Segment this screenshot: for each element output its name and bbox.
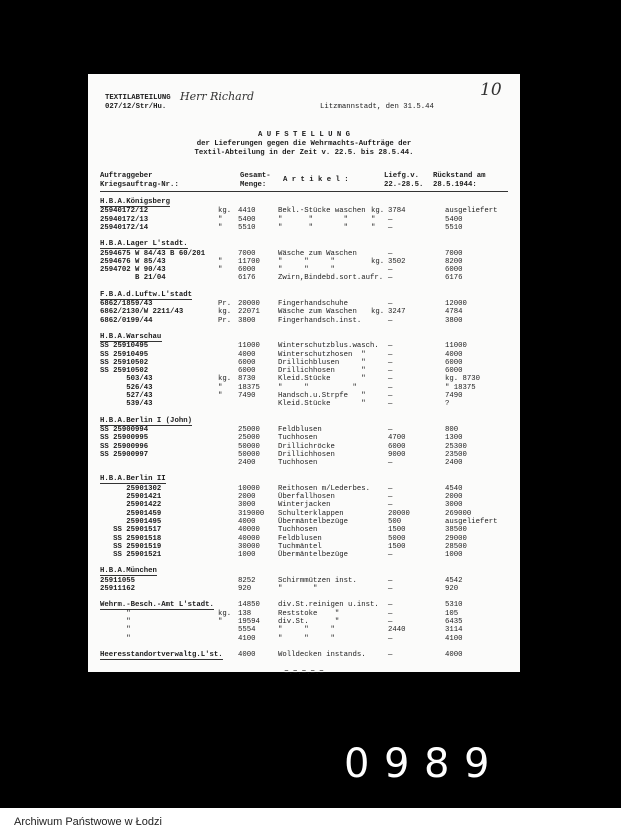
row-article: " " " (278, 383, 357, 392)
row-backlog: kg. 8730 (445, 375, 481, 384)
row-article: Drillichhosen " (278, 367, 366, 376)
row-order: SS 25910495 (100, 350, 149, 359)
row-quantity: 8252 (238, 576, 256, 585)
row-unit: kg. (218, 207, 232, 216)
row-backlog: ? (445, 400, 450, 409)
row-backlog: 920 (445, 585, 459, 593)
header-artikel: A r t i k e l : (283, 176, 349, 184)
row-quantity: 319000 (238, 509, 265, 518)
row-order: SS 25901518 (100, 534, 162, 543)
row-article: Tuchhosen (278, 434, 318, 443)
counter-digit: 8 (424, 741, 450, 787)
row-quantity: 40000 (238, 526, 260, 535)
row-unit: kg. (218, 375, 232, 384)
row-quantity: 5510 (238, 223, 256, 232)
row-article: Reststoke " (278, 609, 340, 618)
row-order: 503/43 (100, 375, 153, 384)
row-backlog: 6176 (445, 274, 463, 283)
row-unit: " (218, 383, 223, 392)
row-article: Schirmmützen inst. (278, 576, 357, 585)
counter-digit: 0 (344, 741, 370, 787)
row-article: Tuchhosen (278, 459, 318, 468)
row-order: 526/43 (100, 383, 153, 392)
row-delivered: — (388, 634, 393, 643)
row-order: 25911055 (100, 576, 136, 585)
row-article: Drillichhosen (278, 450, 335, 459)
row-article: Drillichröcke (278, 442, 335, 451)
row-order: 25901495 (100, 517, 162, 526)
document-subtitle-1: der Lieferungen gegen die Wehrmachts-Aufträge der (196, 140, 412, 148)
section-title: H.B.A.München (100, 567, 157, 576)
row-order: SS 25910495 (100, 342, 149, 351)
row-order: SS 25900996 (100, 442, 149, 451)
row-article: Tuchhosen (278, 526, 318, 535)
row-quantity: 8730 (238, 375, 256, 384)
header-auftraggeber: Auftraggeber (100, 172, 153, 180)
row-backlog: 4542 (445, 576, 463, 585)
row-quantity: 25000 (238, 434, 260, 443)
row-article: Reithosen m/Lederbes. (278, 484, 370, 493)
row-backlog: 23500 (445, 450, 467, 459)
row-delivered: — (388, 425, 393, 434)
row-delivered: — (388, 223, 393, 232)
row-unit: Pr. (218, 316, 232, 325)
row-backlog: 11000 (445, 342, 467, 351)
row-backlog: 4100 (445, 634, 463, 643)
row-quantity: 50000 (238, 450, 260, 459)
row-backlog: " 18375 (445, 383, 476, 392)
row-delivery-unit: kg. (371, 207, 385, 216)
header-kriegsauftrag: Kriegsauftrag-Nr.: (100, 181, 179, 189)
row-backlog: 7000 (445, 249, 463, 258)
row-quantity: 5554 (238, 626, 256, 635)
row-backlog: 5510 (445, 223, 463, 232)
row-order: SS 25910502 (100, 367, 149, 376)
row-order: 25901422 (100, 501, 162, 510)
row-delivered: — (388, 484, 393, 493)
row-order: SS 25901517 (100, 526, 162, 535)
row-delivered: 20000 (388, 509, 410, 518)
row-order: 539/43 (100, 400, 153, 409)
frame-counter (336, 737, 498, 787)
row-order: 25911162 (100, 585, 136, 593)
header-rueckstand: Rückstand am (433, 172, 486, 180)
header-liefg: Liefg.v. (384, 172, 420, 180)
row-backlog: 2400 (445, 459, 463, 468)
row-backlog: 7490 (445, 392, 463, 400)
row-article: Übermäntelbezüge (278, 551, 349, 560)
row-order: 6862/2130/W 2211/43 (100, 308, 184, 317)
department-label: TEXTILABTEILUNG (105, 94, 171, 102)
row-article: Tuchmäntel (278, 542, 322, 551)
row-article: Winterschutzblus.wasch. (278, 342, 379, 351)
section-title: H.B.A.Königsberg (100, 198, 171, 206)
row-quantity: 20000 (238, 300, 260, 308)
row-article: Winterjacken (278, 501, 331, 510)
row-quantity: 5400 (238, 215, 256, 224)
row-backlog: 3800 (445, 316, 463, 325)
row-backlog: ausgeliefert (445, 207, 498, 216)
row-delivery-unit: kg. (371, 308, 385, 317)
row-order: 25940172/13 (100, 215, 149, 224)
row-order: 25940172/12 (100, 207, 149, 216)
row-quantity: 4000 (238, 350, 256, 359)
row-quantity: 1000 (238, 551, 256, 560)
document-subtitle-2: Textil-Abteilung in der Zeit v. 22.5. bis 28.5.44. (194, 149, 414, 157)
row-order: " (100, 609, 131, 618)
row-backlog: 8200 (445, 257, 463, 266)
row-quantity: 11000 (238, 342, 260, 351)
row-backlog: 12000 (445, 300, 467, 308)
row-article: Wäsche zum Waschen (278, 249, 357, 258)
row-backlog: 28500 (445, 542, 467, 551)
row-article: Feldblusen (278, 425, 322, 434)
row-backlog: 105 (445, 609, 459, 618)
row-delivered: — (388, 601, 393, 610)
row-order: 2594702 W 90/43 (100, 266, 166, 275)
row-backlog: 4000 (445, 350, 463, 359)
row-article: Bekl.-Stücke waschen (278, 207, 366, 216)
archive-footer (0, 808, 621, 840)
row-backlog: 3000 (445, 501, 463, 510)
row-order: " (100, 634, 131, 643)
row-order: 2594675 W 84/43 B 60/201 (100, 249, 206, 258)
row-delivered: — (388, 551, 393, 560)
end-mark: =.=.=.=.= (284, 669, 324, 678)
row-delivered: — (388, 266, 393, 275)
row-delivered: — (388, 350, 393, 359)
row-article: Zwirn,Bindebd.sort.aufr. (278, 274, 384, 283)
row-delivery-unit: kg. (371, 257, 385, 266)
row-quantity: 19594 (238, 617, 260, 626)
header-gesamt: Gesamt- (240, 172, 271, 180)
row-article: Handsch.u.Strpfe " (278, 392, 366, 400)
row-backlog: 6000 (445, 266, 463, 275)
row-quantity: 138 (238, 609, 252, 618)
row-order: 2594676 W 85/43 (100, 257, 166, 266)
row-delivered: 6000 (388, 442, 406, 451)
place-date: Litzmannstadt, den 31.5.44 (320, 103, 434, 111)
row-backlog: 800 (445, 425, 459, 434)
row-order: 6862/1859/43 (100, 300, 153, 308)
row-delivered: — (388, 576, 393, 585)
row-backlog: 5310 (445, 601, 463, 610)
row-quantity: 4100 (238, 634, 256, 643)
row-delivered: 3784 (388, 207, 406, 216)
row-backlog: 25300 (445, 442, 467, 451)
row-quantity: 4000 (238, 517, 256, 526)
row-backlog: 6000 (445, 367, 463, 376)
row-quantity: 25000 (238, 425, 260, 434)
row-article: " " " (278, 266, 335, 275)
row-article: Kleid.Stücke " (278, 375, 366, 384)
row-quantity: 7000 (238, 249, 256, 258)
row-delivered: — (388, 585, 393, 593)
row-delivered: 1500 (388, 542, 406, 551)
row-quantity: 3000 (238, 501, 256, 510)
row-quantity: 50000 (238, 442, 260, 451)
row-order: 527/43 (100, 392, 153, 400)
reference-number: 027/12/Str/Hu. (105, 103, 167, 111)
row-backlog: 4784 (445, 308, 463, 317)
page-number: 10 (480, 80, 502, 100)
handwritten-signature: Herr Richard (180, 90, 255, 103)
row-quantity: 22071 (238, 308, 260, 317)
row-delivered: — (388, 375, 393, 384)
row-quantity: 2400 (238, 459, 256, 468)
row-delivered: — (388, 342, 393, 351)
row-delivered: — (388, 358, 393, 367)
row-quantity: 2000 (238, 493, 256, 501)
archive-label: Archiwum Państwowe w Łodzi (14, 816, 162, 828)
section-rule (100, 659, 223, 660)
row-order: " (100, 617, 131, 626)
row-order: SS 25900994 (100, 425, 149, 434)
row-delivered: — (388, 400, 393, 409)
row-delivered: — (388, 493, 393, 501)
row-article: " " (278, 585, 318, 593)
row-article: Fingerhandschuhe (278, 300, 349, 308)
row-unit: " (218, 392, 223, 400)
row-delivered: 3247 (388, 308, 406, 317)
row-backlog: 29000 (445, 534, 467, 543)
row-unit: " (218, 617, 223, 626)
row-delivered: — (388, 459, 393, 468)
row-order: SS 25900995 (100, 434, 149, 443)
section-title: F.B.A.d.Luftw.L'stadt (100, 290, 192, 299)
row-quantity: 6000 (238, 367, 256, 376)
row-delivered: — (388, 249, 393, 258)
row-article: Wolldecken instands. (278, 650, 366, 659)
row-delivered: 1500 (388, 526, 406, 535)
row-quantity: 10000 (238, 484, 260, 493)
document-page (88, 74, 520, 678)
row-order: 25940172/14 (100, 223, 149, 232)
row-delivered: — (388, 609, 393, 618)
row-quantity: 6000 (238, 358, 256, 367)
row-unit: kg. (218, 609, 232, 618)
row-order: 25901421 (100, 493, 162, 501)
row-delivery-unit: " (371, 223, 376, 232)
row-quantity: 7490 (238, 392, 256, 400)
row-delivered: — (388, 367, 393, 376)
row-unit: " (218, 266, 223, 275)
row-quantity: 14850 (238, 601, 260, 610)
row-backlog: 38500 (445, 526, 467, 535)
row-article: Feldblusen (278, 534, 322, 543)
row-backlog: 4540 (445, 484, 463, 493)
row-backlog: ausgeliefert (445, 517, 498, 526)
section-title: H.B.A.Berlin I (John) (100, 416, 192, 425)
row-delivered: 4700 (388, 434, 406, 443)
row-backlog: 269000 (445, 509, 472, 518)
row-order: SS 25910502 (100, 358, 149, 367)
row-delivered: — (388, 501, 393, 510)
row-article: " " " (278, 634, 335, 643)
row-article: Winterschutzhosen " (278, 350, 366, 359)
row-delivered: — (388, 316, 393, 325)
row-quantity: 3800 (238, 316, 256, 325)
header-menge: Menge: (240, 181, 267, 189)
row-backlog: 3114 (445, 626, 463, 635)
row-unit: " (218, 223, 223, 232)
row-order: B 21/04 (100, 274, 166, 283)
row-backlog: 1000 (445, 551, 463, 560)
section-title: Wehrm.-Besch.-Amt L'stadt. (100, 601, 214, 610)
row-order: 25901302 (100, 484, 162, 493)
row-delivered: — (388, 274, 393, 283)
row-quantity: 6000 (238, 266, 256, 275)
row-article: Schulterklappen (278, 509, 344, 518)
row-quantity: 40000 (238, 534, 260, 543)
row-order: " (100, 626, 131, 635)
row-unit: " (218, 257, 223, 266)
row-delivered: — (388, 650, 393, 659)
row-article: Wäsche zum Waschen (278, 308, 357, 317)
row-delivered: 3502 (388, 257, 406, 266)
row-article: " " " (278, 215, 349, 224)
row-article: Überfallhosen (278, 493, 335, 501)
counter-digit: 9 (384, 741, 410, 787)
row-delivered: 9000 (388, 450, 406, 459)
row-article: " " " (278, 257, 335, 266)
row-unit: kg. (218, 308, 232, 317)
header-rule (100, 191, 508, 192)
row-delivered: — (388, 215, 393, 224)
row-order: 25901459 (100, 509, 162, 518)
row-article: Fingerhandsch.inst. (278, 316, 362, 325)
row-quantity: 6176 (238, 274, 256, 283)
row-article: div.St. " (278, 617, 340, 626)
row-article: Übermäntelbezüge (278, 517, 349, 526)
counter-digit: 9 (464, 741, 490, 787)
row-quantity: 11700 (238, 257, 260, 266)
row-delivered: — (388, 300, 393, 308)
row-article: " " " (278, 223, 349, 232)
row-backlog: 5400 (445, 215, 463, 224)
row-delivered: — (388, 392, 393, 400)
row-quantity: 920 (238, 585, 252, 593)
row-quantity: 4000 (238, 650, 256, 659)
row-unit: Pr. (218, 300, 232, 308)
row-delivered: 5000 (388, 534, 406, 543)
header-liefg-dates: 22.-28.5. (384, 181, 424, 189)
section-title: H.B.A.Lager L'stadt. (100, 240, 188, 249)
row-quantity: 4410 (238, 207, 256, 216)
row-delivered: 2440 (388, 626, 406, 635)
row-order: SS 25901521 (100, 551, 162, 560)
row-order: SS 25901519 (100, 542, 162, 551)
row-delivered: — (388, 383, 393, 392)
section-title: H.B.A.Berlin II (100, 475, 166, 484)
section-title: H.B.A.Warschau (100, 332, 162, 341)
row-backlog: 6000 (445, 358, 463, 367)
row-article: Kleid.Stücke " (278, 400, 366, 409)
row-quantity: 30000 (238, 542, 260, 551)
row-backlog: 2000 (445, 493, 463, 501)
document-title: A U F S T E L L U N G (258, 131, 350, 139)
section-title: Heeresstandortverwaltg.L'st. (100, 650, 223, 659)
row-article: " " " (278, 626, 335, 635)
row-order: 6862/0199/44 (100, 316, 153, 325)
header-rueckstand-date: 28.5.1944: (433, 181, 477, 189)
row-article: Drillichblusen " (278, 358, 366, 367)
row-delivered: 500 (388, 517, 402, 526)
row-delivered: — (388, 617, 393, 626)
row-backlog: 6435 (445, 617, 463, 626)
row-unit: " (218, 215, 223, 224)
row-article: div.St.reinigen u.inst. (278, 601, 379, 610)
row-backlog: 1300 (445, 434, 463, 443)
row-order: SS 25900997 (100, 450, 149, 459)
row-delivery-unit: " (371, 215, 376, 224)
row-quantity: 18375 (238, 383, 260, 392)
row-backlog: 4000 (445, 650, 463, 659)
